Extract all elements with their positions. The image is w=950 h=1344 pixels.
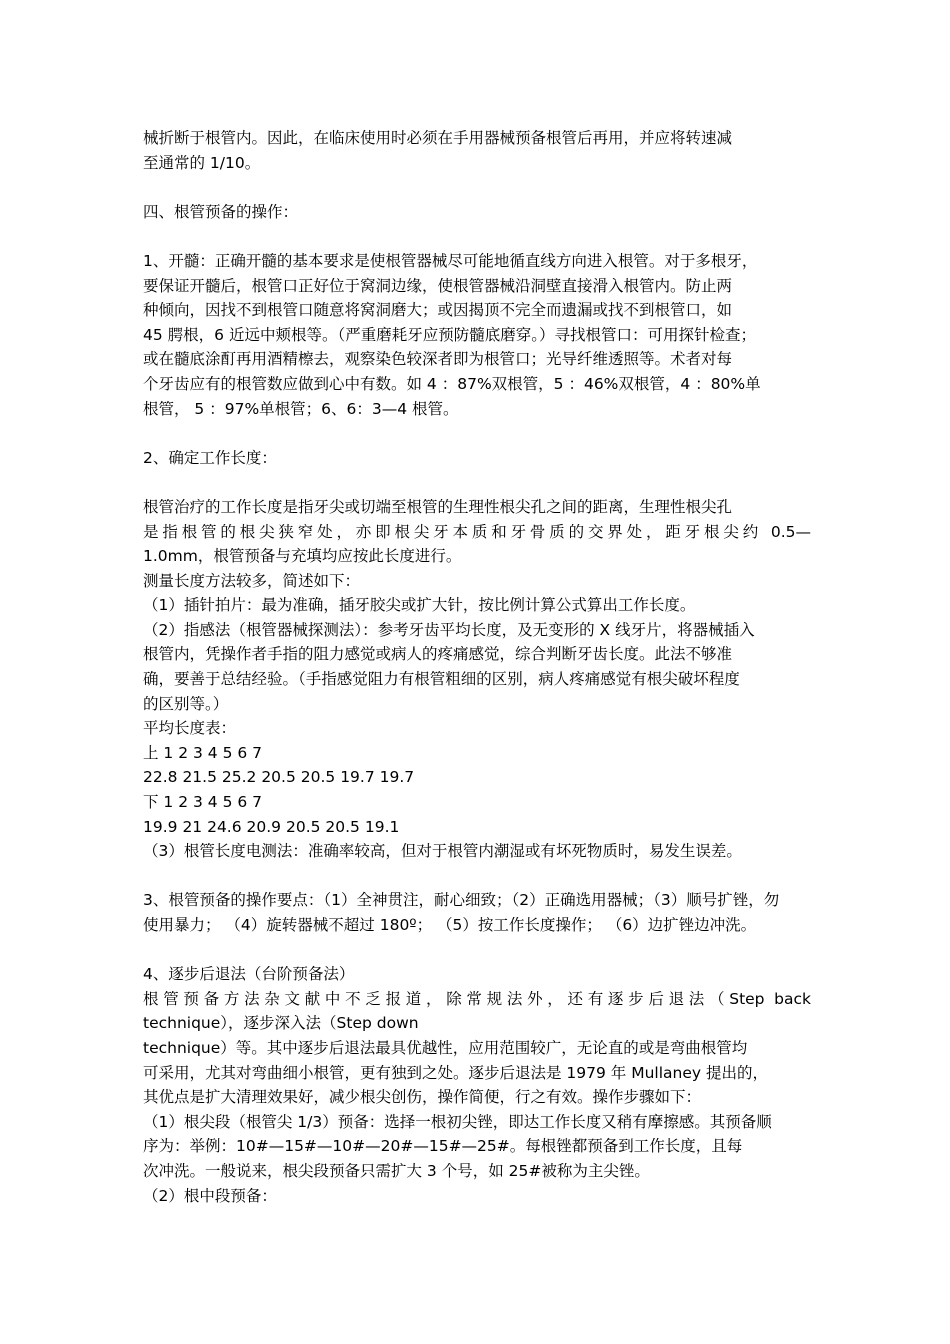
paragraph-gap [143, 175, 811, 200]
text-line: 械折断于根管内。因此，在临床使用时必须在手用器械预备根管后再用，并应将转速减 [143, 129, 733, 147]
paragraph-gap [143, 224, 811, 249]
text-line: 1.0mm，根管预备与充填均应按此长度进行。 [143, 547, 462, 566]
text-line: technique）等。其中逐步后退法最具优越性，应用范围较广，无论直的或是弯曲根管均 [143, 1038, 748, 1057]
text-line: 平均长度表： [143, 719, 237, 738]
text-line: 或在髓底涂酊再用酒精檫去，观察染色较深者即为根管口；光导纤维透照等。术者对每 [143, 350, 733, 369]
text-line: 上 1 2 3 4 5 6 7 [143, 743, 263, 762]
text-line: 的区别等。） [143, 694, 229, 713]
text-line: 四、根管预备的操作： [143, 202, 299, 221]
document-page [143, 126, 811, 1208]
text-line: 测量长度方法较多，简述如下： [143, 571, 361, 590]
text-line: technique），逐步深入法（Step down [143, 1014, 419, 1033]
text-line: 22.8 21.5 25.2 20.5 20.5 19.7 19.7 [143, 768, 415, 787]
text-line: 3、根管预备的操作要点：（1）全神贯注，耐心细致；（2）正确选用器械；（3）顺号扩锉，勿 [143, 891, 780, 910]
text-line: 4、逐步后退法（台阶预备法） [143, 965, 355, 984]
text-line: 个牙齿应有的根管数应做到心中有数。如 4 ：87%双根管，5 ：46%双根管，4 ：80%单 [143, 374, 761, 393]
text-line: 种倾向，因找不到根管口随意将窝洞磨大；或因揭顶不完全而遗漏或找不到根管口，如 [143, 301, 733, 320]
text-line: 其优点是扩大清理效果好，减少根尖创伤，操作简便，行之有效。操作步骤如下： [143, 1088, 702, 1107]
text-line: 根管内，凭操作者手指的阻力感觉或病人的疼痛感觉，综合判断牙齿长度。此法不够准 [143, 645, 733, 664]
text-line: 19.9 21 24.6 20.9 20.5 20.5 19.1 [143, 817, 400, 836]
text-line: （3）根管长度电测法：准确率较高，但对于根管内潮湿或有坏死物质时，易发生误差。 [143, 842, 742, 861]
text-line: 根管治疗的工作长度是指牙尖或切端至根管的生理性根尖孔之间的距离，生理性根尖孔 [143, 497, 733, 516]
text-line: 根管预备方法杂文献中不乏报道，除常规法外，还有逐步后退法（Step back [143, 989, 811, 1008]
text-line: 至通常的 1/10。 [143, 153, 261, 172]
paragraph-gap [143, 470, 811, 495]
text-line: 是指根管的根尖狭窄处，亦即根尖牙本质和牙骨质的交界处，距牙根尖约 0.5— [143, 522, 811, 541]
text-line: 可采用，尤其对弯曲细小根管，更有独到之处。逐步后退法是 1979 年 Mullaney 提出的， [143, 1063, 768, 1082]
text-line: 2、确定工作长度： [143, 448, 277, 467]
text-line: 使用暴力； （4）旋转器械不超过 180º； （5）按工作长度操作； （6）边扩锉边冲洗。 [143, 916, 757, 934]
text-line: 根管， 5 ：97%单根管；6、6：3—4 根管。 [143, 399, 459, 418]
text-line: （1）插针拍片：最为准确，插牙胶尖或扩大针，按比例计算公式算出工作长度。 [143, 596, 696, 615]
text-line: 次冲洗。一般说来，根尖段预备只需扩大 3 个号，如 25#被称为主尖锉。 [143, 1161, 650, 1180]
paragraph-gap [143, 938, 811, 963]
text-line: （2）根中段预备： [143, 1186, 277, 1205]
paragraph-gap [143, 864, 811, 889]
text-line: （1）根尖段（根管尖 1/3）预备：选择一根初尖锉，即达工作长度又稍有摩擦感。其预备顺 [143, 1112, 772, 1131]
text-line: 1、开髓：正确开髓的基本要求是使根管器械尽可能地循直线方向进入根管。对于多根牙， [143, 251, 758, 270]
text-line: 要保证开髓后，根管口正好位于窝洞边缘，使根管器械沿洞壁直接滑入根管内。防止两 [143, 276, 733, 295]
text-line: 确，要善于总结经验。（手指感觉阻力有根管粗细的区别，病人疼痛感觉有根尖破坏程度 [143, 670, 740, 689]
text-line: 45 腭根，6 近远中颊根等。（严重磨耗牙应预防髓底磨穿。）寻找根管口：可用探针检查； [143, 325, 756, 344]
paragraph-gap [143, 421, 811, 446]
text-line: 序为：举例：10#—15#—10#—20#—15#—25#。每根锉都预备到工作长度，且每 [143, 1137, 743, 1156]
text-line: （2）指感法（根管器械探测法）：参考牙齿平均长度，及无变形的 X 线牙片，将器械插入 [143, 620, 755, 639]
text-line: 下 1 2 3 4 5 6 7 [143, 793, 263, 812]
